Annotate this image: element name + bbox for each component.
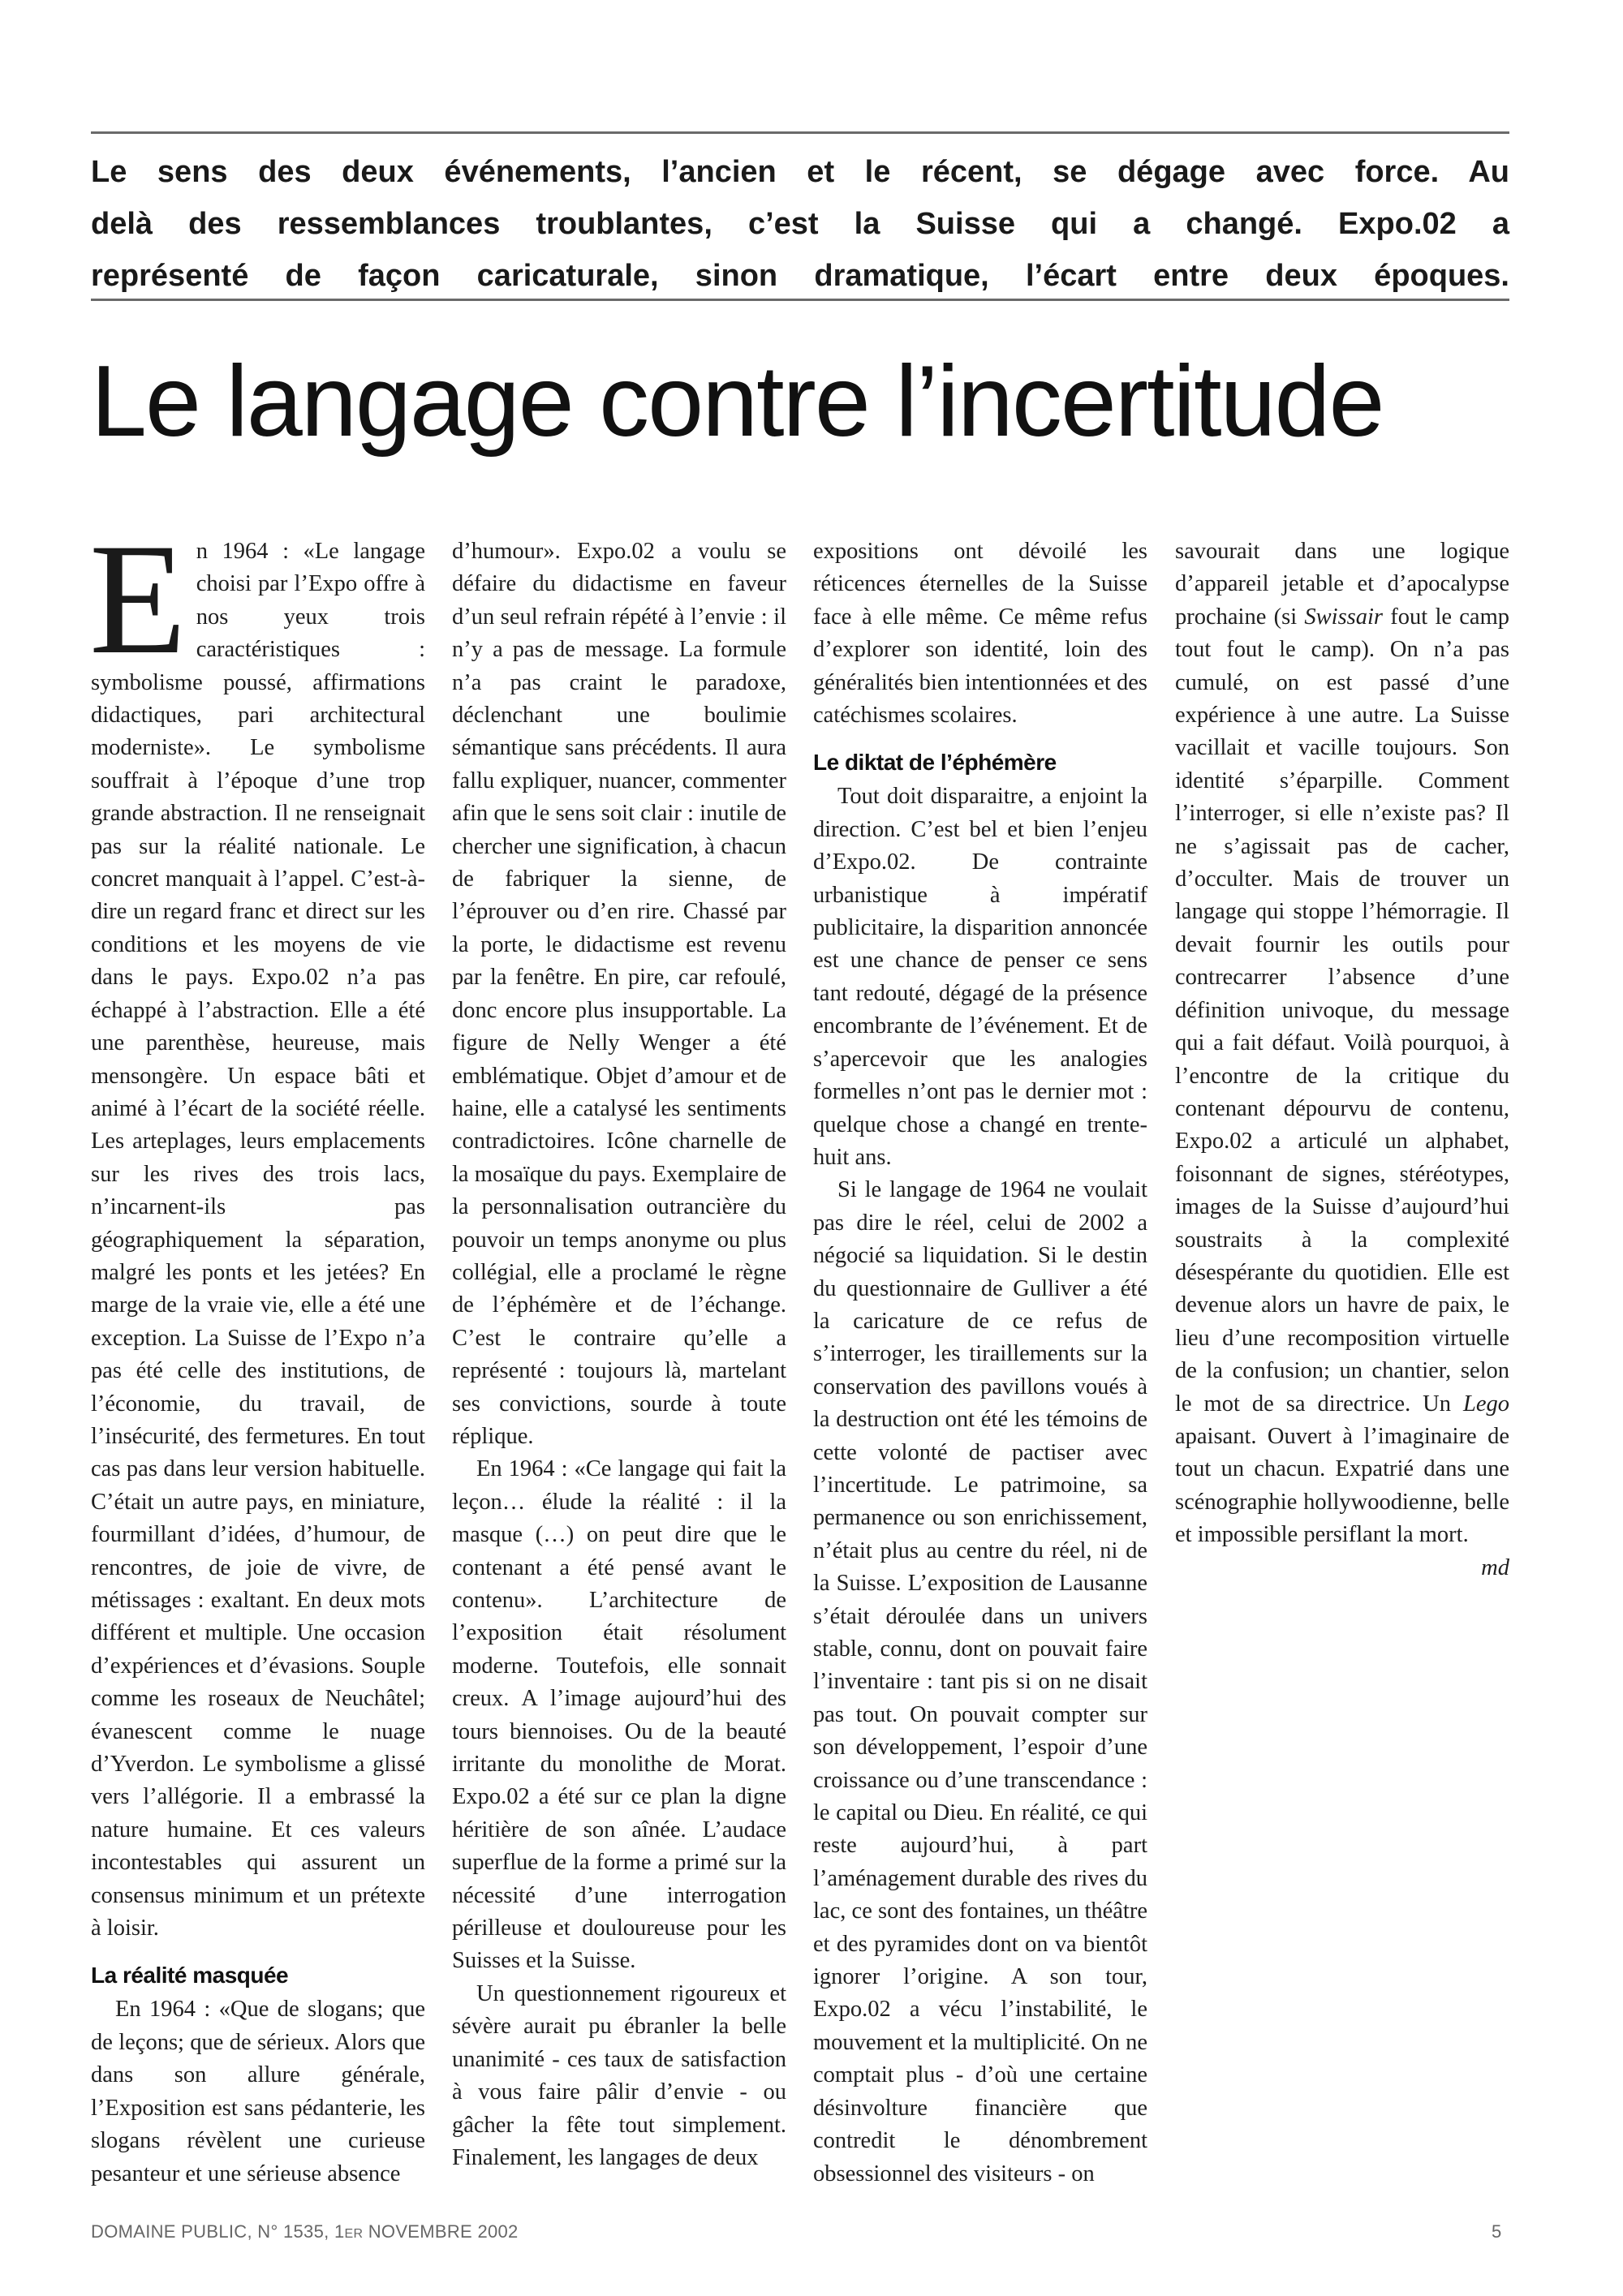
paragraph-text: Un questionnement rigoureux et sévère aurait pu ébranler la belle unanimité - ces taux de satisfaction à vous faire pâlir d’envie - ou gâcher la fête tout simplement. Finalement, les langages de deux [452, 1980, 786, 2170]
article-paragraph [452, 535, 786, 1453]
article-paragraph [91, 1993, 425, 2190]
article-title: Le langage contre l’incertitude [91, 346, 1384, 458]
article-column-1 [89, 511, 425, 2191]
italic-text: Lego [1451, 1391, 1509, 1417]
paragraph-text: Tout doit disparaitre, a enjoint la direction. C’est bel et bien l’enjeu d’Expo.02. De contrainte urbanistique à impératif publicitaire, la disparition annoncée est une chance de penser ce sens tant redouté, dégagé de la présence encombrante de l’événement. Et de s’apercevoir que les analogies formelles n’ont pas le dernier mot : quelque chose a changé en trente-huit ans. [813, 784, 1147, 1170]
paragraph-text: savourait dans une logique d’appareil jetable et d’apocalypse prochaine (si [1175, 539, 1509, 630]
article-column-2 [452, 535, 786, 2174]
paragraph-text: Si le langage de 1964 ne voulait pas dire le réel, celui de 2002 a négocié sa liquidation. Si le destin du questionnaire de Gulliver a été la caricature de ce refus de s’interroger, les tiraillements sur la conservation des pavillons voués à la destruction ont été les témoins de cette volonté de pactiser avec l’incertitude. Le patrimoine, sa permanence ou son enrichissement, n’était plus au centre du réel, ni de la Suisse. L’exposition de Lausanne s’était déroulée dans un univers stable, connu, dont on pouvait faire l’inventaire : tant pis si on ne disait pas tout. On pouvait compter sur son développement, l’espoir d’une croissance ou d’une transcendance : le capital ou Dieu. En réalité, ce qui reste aujourd’hui, à part l’aménagement durable des rives du lac, ce sont des fontaines, un théâtre et des pyramides dont on va bientôt ignorer l’origine. A son tour, Expo.02 a vécu l’instabilité, le mouvement et la multiplicité. On ne comptait plus - d’où une certaine désinvolture financière que contredit le dénombrement obsessionnel des visiteurs - on [813, 1177, 1147, 2186]
drop-cap: E [89, 511, 187, 687]
lead-line: delà des ressemblances troublantes, c’est la Suisse qui a changé. Expo.02 a [91, 207, 1509, 241]
article-paragraph [813, 780, 1147, 1174]
section-heading: Le diktat de l’éphémère [813, 750, 1057, 776]
article-paragraph [813, 1174, 1147, 2191]
footer-date: NOVEMBRE 2002 [363, 2221, 519, 2242]
article-paragraph [452, 1978, 786, 2174]
lead-bottom-rule [91, 299, 1509, 301]
paragraph-text: En 1964 : «Ce langage qui fait la leçon… élude la réalité : il la masque (…) on peut dire que le contenant a été pensé avant le contenu». L’architecture de l’exposition était résolument moderne. Toutefois, elle sonnait creux. A l’image aujourd’hui des tours biennoises. Ou de la beauté irritante du monolithe de Morat. Expo.02 a été sur ce plan la digne héritière de son aînée. L’audace superflue de la forme a primé sur la nécessité d’une interrogation périlleuse et douloureuse pour les Suisses et la Suisse. [452, 1456, 786, 1974]
footer-ordinal: ER [344, 2227, 364, 2241]
article-paragraph [89, 511, 425, 1945]
article-column-3 [813, 535, 1147, 2191]
paragraph-text: d’humour». Expo.02 a voulu se défaire du didactisme en faveur d’un seul refrain répété à l’envie : il n’y a pas de message. La formule n’a pas craint le paradoxe, déclenchant une boulimie sémantique sans précédents. Il aura fallu expliquer, nuancer, commenter afin que le sens soit clair : inutile de chercher une signification, à chacun de fabriquer la sienne, de l’éprouver ou d’en rire. Chassé par la porte, le didactisme est revenu par la fenêtre. En pire, car refoulé, donc encore plus insupportable. La figure de Nelly Wenger a été emblématique. Objet d’amour et de haine, elle a catalysé les sentiments contradictoires. Icône charnelle de la mosaïque du pays. Exemplaire de la personnalisation outrancière du pouvoir un temps anonyme ou plus collégial, elle a proclamé le règne de l’éphémère et de l’échange. C’est le contraire qu’elle a représenté : toujours là, martelant ses convictions, sourde à toute réplique. [452, 539, 786, 1449]
author-signature: md [1481, 1554, 1509, 1580]
lead-line: Le sens des deux événements, l’ancien et le récent, se dégage avec force. Au [91, 155, 1509, 189]
section-heading: La réalité masquée [91, 1963, 289, 1989]
paragraph-text: expositions ont dévoilé les réticences éternelles de la Suisse face à elle même. Ce même refus d’explorer son identité, loin des généralités bien intentionnées et des catéchismes scolaires. [813, 539, 1147, 729]
page-number: 5 [1492, 2221, 1502, 2242]
italic-text: Swissair [1297, 604, 1384, 630]
article-paragraph [452, 1453, 786, 1978]
footer-publication: DOMAINE PUBLIC, N° 1535, 1 [91, 2221, 345, 2242]
paragraph-text: fout le camp tout fout le camp). On n’a pas cumulé, on est passé d’une expérience à une autre. La Suisse vacillait et vacille toujours. Son identité s’éparpille. Comment l’interroger, si elle n’existe pas? Il ne s’agissait pas de cacher, d’occulter. Mais de trouver un langage qui stoppe l’hémorragie. Il devait fournir les outils pour contrecarrer l’absence d’une définition univoque, du message qui a fait défaut. Voilà pourquoi, à l’encontre de la critique du contenant dépourvu de contenu, Expo.02 a articulé un alphabet, foisonnant de signes, stéréotypes, images de la Suisse d’aujourd’hui soustraits à la complexité désespérante du quotidien. Elle est devenue alors un havre de paix, le lieu d’une recomposition virtuelle de la confusion; un chantier, selon le mot de sa directrice. Un [1175, 604, 1509, 1417]
article-paragraph [813, 535, 1147, 732]
article-column-4 [1175, 535, 1509, 1584]
paragraph-text: apaisant. Ouvert à l’imaginaire de tout un chacun. Expatrié dans une scénographie hollywoodienne, belle et impossible persiflant la mort. [1175, 1423, 1509, 1548]
top-rule [91, 131, 1509, 134]
article-paragraph [1175, 535, 1509, 1580]
lead-line: représenté de façon caricaturale, sinon dramatique, l’écart entre deux époques. [91, 259, 1509, 293]
paragraph-text: n 1964 : «Le langage choisi par l’Expo offre à nos yeux trois caractéristiques : symbolisme poussé, affirmations didactiques, pari architectural moderniste». Le symbolisme souffrait à l’époque d’une trop grande abstraction. Il ne renseignait pas sur la réalité nationale. Le concret manquait à l’appel. C’est-à-dire un regard franc et direct sur les conditions et les moyens de vie dans le pays. Expo.02 n’a pas échappé à l’abstraction. Elle a été une parenthèse, heureuse, mais mensongère. Un espace bâti et animé à l’écart de la société réelle. Les arteplages, leurs emplacements sur les rives des trois lacs, n’incarnent-ils pas géographiquement la séparation, malgré les ponts et les jetées? En marge de la vraie vie, elle a été une exception. La Suisse de l’Expo n’a pas été celle des institutions, de l’économie, du travail, de l’insécurité, des fermetures. En tout cas pas dans leur version habituelle. C’était un autre pays, en miniature, fourmillant d’idées, d’humour, de rencontres, de joie de vivre, de métissages : exaltant. En deux mots différent et multiple. Une occasion d’expériences et d’évasions. Souple comme les roseaux de Neuchâtel; évanescent comme le nuage d’Yverdon. Le symbolisme a glissé vers l’allégorie. Il a embrassé la nature humaine. Et ces valeurs incontestables qui assurent un consensus minimum et un prétexte à loisir. [91, 539, 425, 1941]
paragraph-text: En 1964 : «Que de slogans; que de leçons; que de sérieux. Alors que dans son allure générale, l’Exposition est sans pédanterie, les slogans révèlent une curieuse pesanteur et une sérieuse absence [91, 1997, 425, 2186]
lead-paragraph [91, 146, 1509, 302]
page-footer [91, 2221, 519, 2242]
